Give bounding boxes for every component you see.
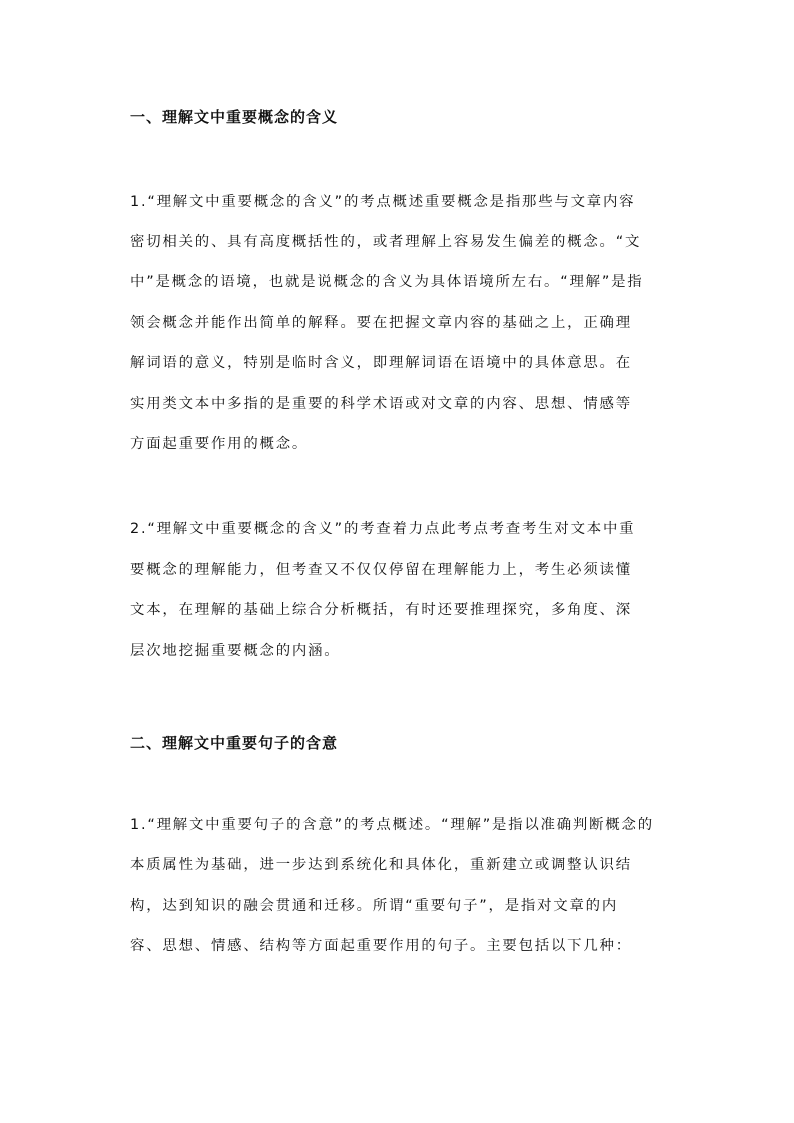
section-1-para-1-line-6: 实用类文本中多指的是重要的科学术语或对文章的内容、思想、情感等 bbox=[130, 396, 632, 412]
section-1-para-1-line-5: 解词语的意义，特别是临时含义，即理解词语在语境中的具体意思。在 bbox=[130, 355, 632, 371]
section-2-para-1-line-1: 1.“理解文中重要句子的含意”的考点概述。“理解”是指以准确判断概念的 bbox=[130, 817, 654, 833]
section-2-para-1-line-4: 容、思想、情感、结构等方面起重要作用的句子。主要包括以下几种： bbox=[130, 938, 632, 954]
section-2-para-1-line-2: 本质属性为基础，进一步达到系统化和具体化，重新建立或调整认识结 bbox=[130, 857, 632, 873]
section-1-para-1-line-1: 1.“理解文中重要概念的含义”的考点概述重要概念是指那些与文章内容 bbox=[130, 194, 636, 210]
section-1-para-2-line-3: 文本，在理解的基础上综合分析概括，有时还要推理探究，多角度、深 bbox=[130, 602, 632, 618]
section-1-para-1-line-7: 方面起重要作用的概念。 bbox=[130, 436, 309, 452]
section-1-para-1-line-2: 密切相关的、具有高度概括性的，或者理解上容易发生偏差的概念。“文 bbox=[130, 234, 642, 250]
section-1-heading: 一、理解文中重要概念的含义 bbox=[130, 108, 339, 126]
section-1-para-2-line-4: 层次地挖掘重要概念的内涵。 bbox=[130, 643, 341, 659]
section-1-para-2-line-1: 2.“理解文中重要概念的含义”的考查着力点此考点考查考生对文本中重 bbox=[130, 521, 636, 537]
section-2-para-1-line-3: 构，达到知识的融会贯通和迁移。所谓“重要句子”，是指对文章的内 bbox=[130, 898, 619, 914]
section-1-para-1-line-3: 中”是概念的语境，也就是说概念的含义为具体语境所左右。“理解”是指 bbox=[130, 274, 644, 290]
section-1-para-1-line-4: 领会概念并能作出简单的解释。要在把握文章内容的基础之上，正确理 bbox=[130, 315, 632, 331]
section-1-para-2-line-2: 要概念的理解能力，但考查又不仅仅停留在理解能力上，考生必须读懂 bbox=[130, 562, 632, 578]
section-2-heading: 二、理解文中重要句子的含意 bbox=[130, 734, 339, 752]
